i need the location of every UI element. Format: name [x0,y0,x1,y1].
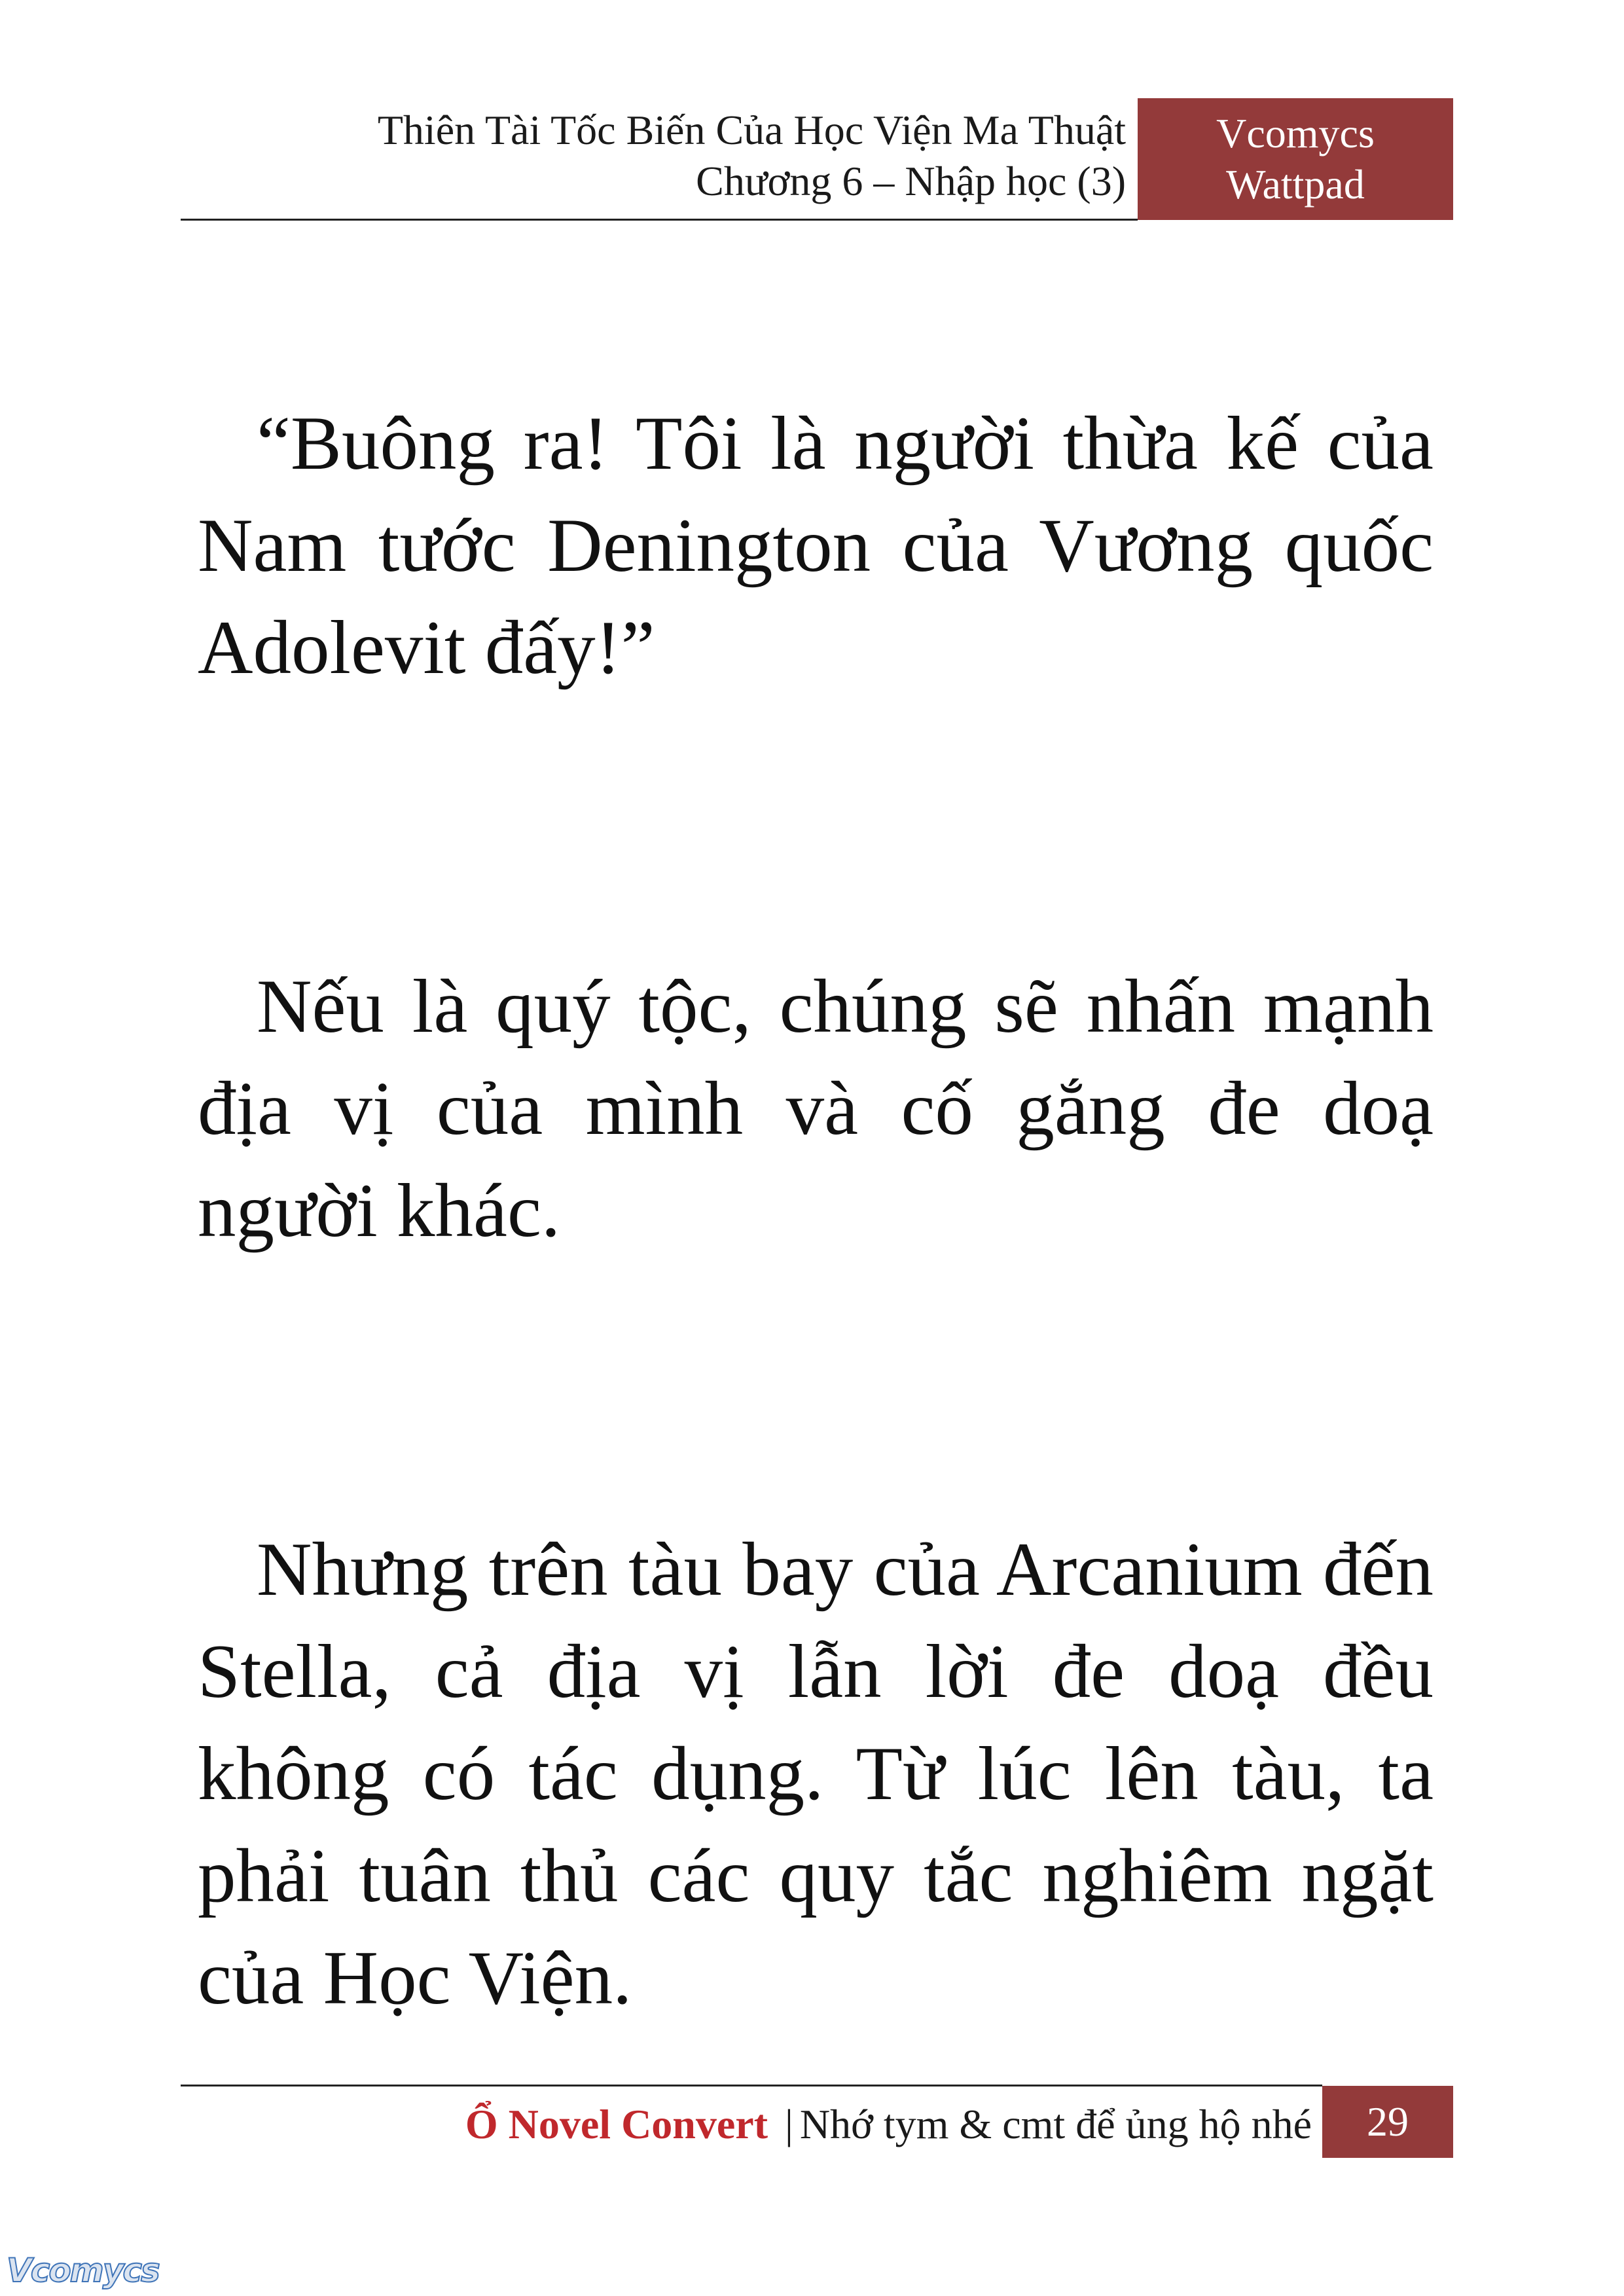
badge-line-wattpad: Wattpad [1226,161,1365,208]
footer-separator: | [785,2101,793,2147]
vcomycs-watermark-logo: Vcomycs [7,2251,159,2289]
chapter-title: Chương 6 – Nhập học (3) [696,158,1126,204]
running-footer [262,2095,1312,2154]
page-body [198,393,1434,2030]
source-badge [1138,98,1453,220]
page-number: 29 [1322,2086,1453,2158]
book-title: Thiên Tài Tốc Biến Của Học Viện Ma Thuật [377,107,1126,153]
footer-divider [181,2085,1322,2086]
running-header [183,105,1126,207]
footer-brand: Ổ Novel Convert [465,2101,768,2147]
paragraph: “Buông ra! Tôi là người thừa kế của Nam tước Denington của Vương quốc Adolevit đấy!” [198,401,1434,690]
badge-line-vcomycs: Vcomycs [1216,110,1375,156]
footer-message: Nhớ tym & cmt để ủng hộ nhé [799,2101,1312,2147]
paragraph: Nhưng trên tàu bay của Arcanium đến Stella, cả địa vị lẫn lời đe doạ đều không có tác dụng. Từ lúc lên tàu, ta phải tuân thủ các quy tắc nghiêm ngặt của Học Viện. [198,1527,1434,2020]
header-divider [181,219,1138,221]
paragraph: Nếu là quý tộc, chúng sẽ nhấn mạnh địa vị của mình và cố gắng đe doạ người khác. [198,964,1434,1253]
